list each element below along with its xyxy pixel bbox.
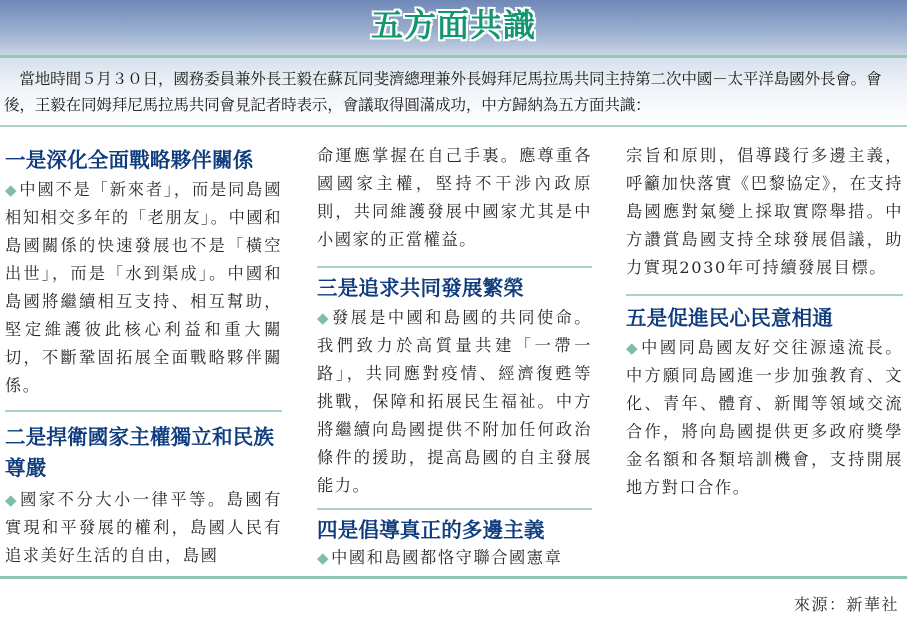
section-body-text: 中國不是「新來者」，而是同島國相知相交多年的「老朋友」。中國和島國關係的快速發展也不是「橫空出世」，而是「水到渠成」。中國和島國將繼續相互支持、相互幫助，堅定維護彼此核心利益和重大關切，不斷鞏固拓展全面戰略夥伴關係。 [5,180,282,395]
section-body [5,486,282,570]
intro-paragraph: 當地時間５月３０日，國務委員兼外長王毅在蘇瓦同斐濟總理兼外長姆拜尼馬拉馬共同主持第二次中國－太平洋島國外長會。會後，王毅在同姆拜尼馬拉馬共同會見記者時表示，會議取得圓滿成功，中方歸納為五方面共識： [4,70,882,114]
diamond-icon: ◆ [5,491,20,509]
section-4 [317,516,592,572]
section-divider [626,294,903,296]
section-heading: 四是倡導真正的多邊主義 [317,518,545,542]
page-title: 五方面共識 [370,6,536,44]
section-body [5,176,282,400]
column-2 [317,134,592,572]
section-body-continued: 宗旨和原則，倡導踐行多邊主義，呼籲加快落實《巴黎協定》，在支持島國應對氣變上採取實際舉措。中方讚賞島國支持全球發展倡議，助力實現2030年可持續發展目標。 [626,146,903,277]
section-5 [626,304,903,502]
section-divider [317,266,592,268]
section-body [626,334,903,502]
section-2 [5,422,282,570]
intro-divider [0,125,907,127]
source-credit: 來源：新華社 [793,595,899,614]
diamond-icon: ◆ [317,309,331,327]
column-3 [626,134,903,502]
section-3 [317,274,592,500]
diamond-icon: ◆ [626,339,641,357]
section-body-continued: 命運應掌握在自己手裏。應尊重各國國家主權，堅持不干涉內政原則，共同維護發展中國家尤其是中小國家的正當權益。 [317,146,592,249]
section-heading: 一是深化全面戰略夥伴關係 [5,148,254,172]
column-1 [5,134,282,570]
section-body-text: 發展是中國和島國的共同使命。我們致力於高質量共建「一帶一路」，共同應對疫情、經濟復甦等挑戰，保障和拓展民生福祉。中方將繼續向島國提供不附加任何政治條件的援助，提高島國的自主發展能力。 [317,308,592,495]
section-body [317,544,592,572]
section-body-text: 中國同島國友好交往源遠流長。中方願同島國進一步加強教育、文化、青年、體育、新聞等領域交流合作，將向島國提供更多政府獎學金名額和各類培訓機會，支持開展地方對口合作。 [626,338,903,497]
section-body-text: 國家不分大小一律平等。島國有實現和平發展的權利，島國人民有追求美好生活的自由，島國 [5,490,282,565]
section-heading: 三是追求共同發展繁榮 [317,276,524,300]
section-body-text: 中國和島國都恪守聯合國憲章 [331,548,563,567]
section-1 [5,146,282,400]
section-heading: 二是捍衛國家主權獨立和民族尊嚴 [5,425,275,480]
diamond-icon: ◆ [5,181,19,199]
section-divider [317,508,592,510]
bottom-divider [0,576,907,579]
section-divider [5,410,282,412]
section-body [317,304,592,500]
section-heading: 五是促進民心民意相通 [626,306,833,330]
diamond-icon: ◆ [317,549,331,567]
